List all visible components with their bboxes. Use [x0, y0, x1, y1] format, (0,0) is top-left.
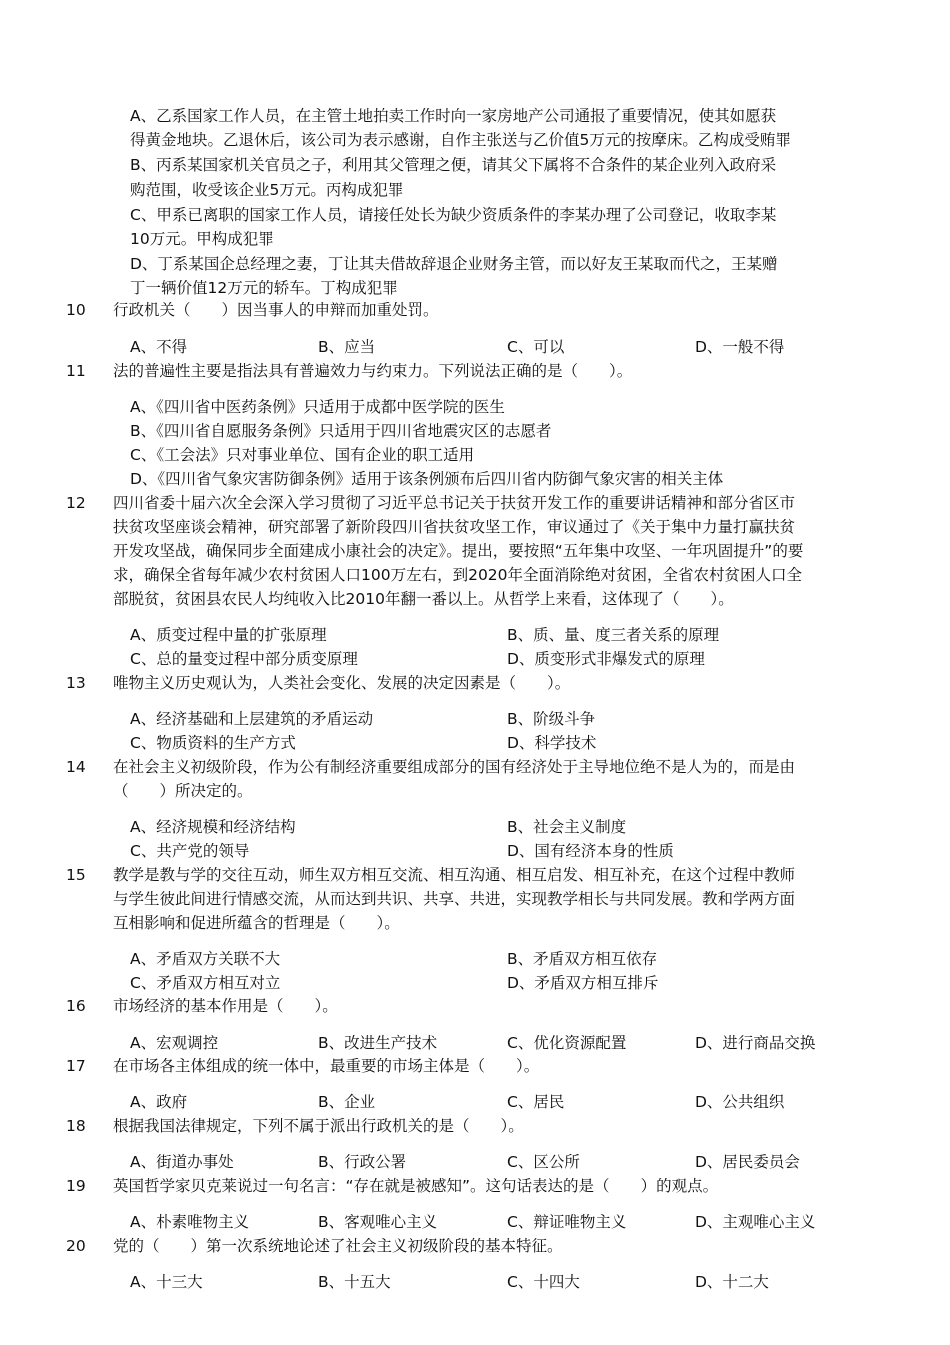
q19-number: 19 — [66, 1177, 86, 1195]
q18-option-c: C、区公所 — [507, 1153, 580, 1171]
q13-option-a: A、经济基础和上层建筑的矛盾运动 — [130, 710, 374, 728]
q12-option-a: A、质变过程中量的扩张原理 — [130, 626, 327, 644]
q20-option-b: B、十五大 — [318, 1273, 391, 1291]
q12-option-d: D、质变形式非爆发式的原理 — [507, 650, 705, 668]
q16-stem: 市场经济的基本作用是（ ）。 — [113, 997, 338, 1015]
q14-option-b: B、社会主义制度 — [507, 818, 627, 836]
q9-option-d-line2: 丁一辆价值12万元的轿车。丁构成犯罪 — [130, 279, 398, 297]
q12-stem-line3: 开发攻坚战，确保同步全面建成小康社会的决定》。提出，要按照“五年集中攻坚、一年巩固提升”的要 — [113, 542, 804, 560]
q16-number: 16 — [66, 997, 86, 1015]
q12-option-c: C、总的量变过程中部分质变原理 — [130, 650, 358, 668]
q20-stem: 党的（ ）第一次系统地论述了社会主义初级阶段的基本特征。 — [113, 1237, 563, 1255]
q18-option-b: B、行政公署 — [318, 1153, 407, 1171]
q12-stem-line5: 部脱贫，贫困县农民人均纯收入比2010年翻一番以上。从哲学上来看，这体现了（ ）。 — [113, 590, 734, 608]
q10-option-c: C、可以 — [507, 338, 565, 356]
q14-stem-line2: （ ）所决定的。 — [113, 782, 253, 800]
q17-stem: 在市场各主体组成的统一体中，最重要的市场主体是（ ）。 — [113, 1057, 540, 1075]
q15-option-b: B、矛盾双方相互依存 — [507, 950, 658, 968]
q9-option-a-line2: 得黄金地块。乙退休后，该公司为表示感谢，自作主张送与乙价值5万元的按摩床。乙构成受贿罪 — [130, 131, 791, 149]
q16-option-b: B、改进生产技术 — [318, 1034, 438, 1052]
q14-option-d: D、国有经济本身的性质 — [507, 842, 674, 860]
q16-option-d: D、进行商品交换 — [695, 1034, 816, 1052]
q15-option-a: A、矛盾双方关联不大 — [130, 950, 281, 968]
q10-option-a: A、不得 — [130, 338, 188, 356]
q13-option-b: B、阶级斗争 — [507, 710, 596, 728]
q13-number: 13 — [66, 674, 86, 692]
q19-option-a: A、朴素唯物主义 — [130, 1213, 250, 1231]
q17-number: 17 — [66, 1057, 86, 1075]
q9-option-d-line1: D、丁系某国企总经理之妻，丁让其夫借故辞退企业财务主管，而以好友王某取而代之，王某赠 — [130, 255, 778, 273]
q9-option-b-line2: 购范围，收受该企业5万元。丙构成犯罪 — [130, 181, 404, 199]
q20-option-d: D、十二大 — [695, 1273, 769, 1291]
q12-option-b: B、质、量、度三者关系的原理 — [507, 626, 720, 644]
q20-option-a: A、十三大 — [130, 1273, 203, 1291]
q19-option-b: B、客观唯心主义 — [318, 1213, 438, 1231]
q13-stem: 唯物主义历史观认为，人类社会变化、发展的决定因素是（ ）。 — [113, 674, 571, 692]
q14-stem-line1: 在社会主义初级阶段，作为公有制经济重要组成部分的国有经济处于主导地位绝不是人为的，而是由 — [113, 758, 796, 776]
q9-option-c-line1: C、甲系已离职的国家工作人员，请接任处长为缺少资质条件的李某办理了公司登记，收取李某 — [130, 206, 777, 224]
q12-stem-line2: 扶贫攻坚座谈会精神，研究部署了新阶段四川省扶贫攻坚工作，审议通过了《关于集中力量打赢扶贫 — [113, 518, 796, 536]
q18-option-d: D、居民委员会 — [695, 1153, 800, 1171]
q9-option-c-line2: 10万元。甲构成犯罪 — [130, 230, 274, 248]
q18-stem: 根据我国法律规定，下列不属于派出行政机关的是（ ）。 — [113, 1117, 524, 1135]
q15-stem-line2: 与学生彼此间进行情感交流，从而达到共识、共享、共进，实现教学相长与共同发展。教和学两方面 — [113, 890, 796, 908]
q9-option-b-line1: B、丙系某国家机关官员之子，利用其父管理之便，请其父下属将不合条件的某企业列入政府采 — [130, 156, 777, 174]
q15-option-c: C、矛盾双方相互对立 — [130, 974, 281, 992]
q19-option-c: C、辩证唯物主义 — [507, 1213, 627, 1231]
q15-option-d: D、矛盾双方相互排斥 — [507, 974, 659, 992]
q11-stem: 法的普遍性主要是指法具有普遍效力与约束力。下列说法正确的是（ ）。 — [113, 362, 633, 380]
q17-option-b: B、企业 — [318, 1093, 376, 1111]
q15-stem-line1: 教学是教与学的交往互动，师生双方相互交流、相互沟通、相互启发、相互补充，在这个过程中教师 — [113, 866, 796, 884]
q10-number: 10 — [66, 301, 86, 319]
q16-option-c: C、优化资源配置 — [507, 1034, 627, 1052]
q9-option-a-line1: A、乙系国家工作人员，在主管土地拍卖工作时向一家房地产公司通报了重要情况，使其如愿获 — [130, 107, 777, 125]
q17-option-c: C、居民 — [507, 1093, 565, 1111]
q20-option-c: C、十四大 — [507, 1273, 580, 1291]
q15-number: 15 — [66, 866, 86, 884]
q11-option-b: B、《四川省自愿服务条例》只适用于四川省地震灾区的志愿者 — [130, 422, 552, 440]
q19-stem: 英国哲学家贝克莱说过一句名言：“存在就是被感知”。这句话表达的是（ ）的观点。 — [113, 1177, 719, 1195]
q12-stem-line4: 求，确保全省每年减少农村贫困人口100万左右，到2020年全面消除绝对贫困，全省农村贫困人口全 — [113, 566, 803, 584]
q12-number: 12 — [66, 494, 86, 512]
q18-option-a: A、街道办事处 — [130, 1153, 234, 1171]
q20-number: 20 — [66, 1237, 86, 1255]
q13-option-c: C、物质资料的生产方式 — [130, 734, 296, 752]
q15-stem-line3: 互相影响和促进所蕴含的哲理是（ ）。 — [113, 914, 400, 932]
q11-option-a: A、《四川省中医药条例》只适用于成都中医学院的医生 — [130, 398, 505, 416]
q12-stem-line1: 四川省委十届六次全会深入学习贯彻了习近平总书记关于扶贫开发工作的重要讲话精神和部分省区市 — [113, 494, 796, 512]
q11-number: 11 — [66, 362, 86, 380]
q18-number: 18 — [66, 1117, 86, 1135]
q10-option-b: B、应当 — [318, 338, 376, 356]
q14-option-c: C、共产党的领导 — [130, 842, 250, 860]
q13-option-d: D、科学技术 — [507, 734, 597, 752]
q14-option-a: A、经济规模和经济结构 — [130, 818, 296, 836]
q11-option-c: C、《工会法》只对事业单位、国有企业的职工适用 — [130, 446, 475, 464]
q11-option-d: D、《四川省气象灾害防御条例》适用于该条例颁布后四川省内防御气象灾害的相关主体 — [130, 470, 724, 488]
q17-option-a: A、政府 — [130, 1093, 188, 1111]
q16-option-a: A、宏观调控 — [130, 1034, 219, 1052]
q14-number: 14 — [66, 758, 86, 776]
q17-option-d: D、公共组织 — [695, 1093, 785, 1111]
q19-option-d: D、主观唯心主义 — [695, 1213, 816, 1231]
q10-stem: 行政机关（ ）因当事人的申辩而加重处罚。 — [113, 301, 439, 319]
q10-option-d: D、一般不得 — [695, 338, 785, 356]
